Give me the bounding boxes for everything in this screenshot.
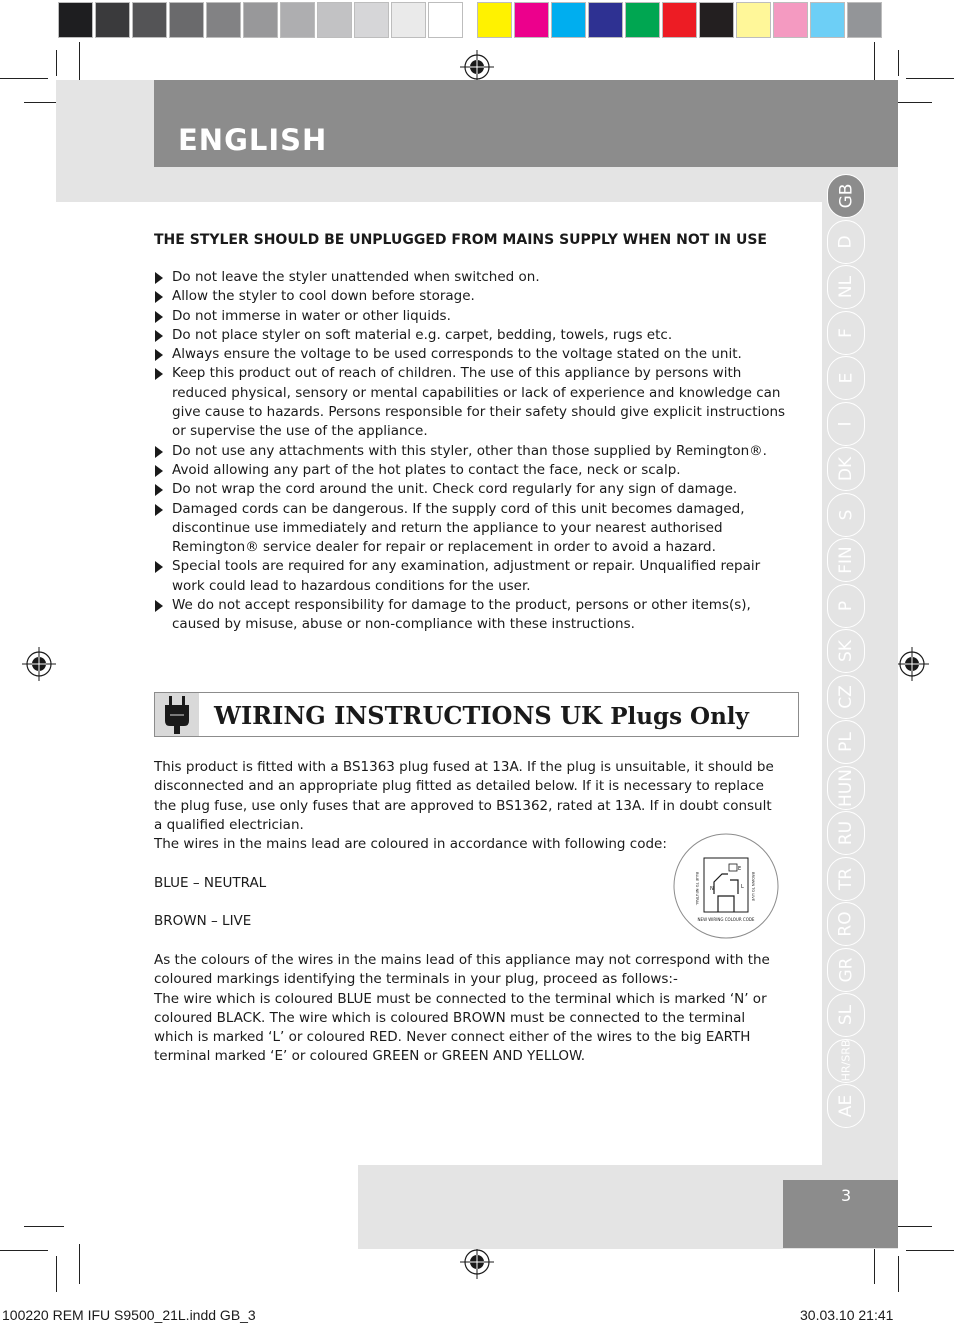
safety-item-text: Always ensure the voltage to be used corresponds to the voltage stated on the unit. xyxy=(172,346,742,363)
grey-swatch xyxy=(354,2,389,38)
language-tab[interactable] xyxy=(827,402,865,446)
wire-code-blue: BLUE – NEUTRAL xyxy=(154,874,267,891)
diagram-label-earth: E xyxy=(738,866,742,872)
crop-mark xyxy=(874,42,875,82)
language-tab[interactable] xyxy=(827,720,865,764)
color-swatch xyxy=(477,2,512,38)
language-tab-label: RU xyxy=(835,820,856,846)
registration-mark-icon xyxy=(460,50,494,84)
safety-item xyxy=(154,287,790,306)
wiring-heading-box xyxy=(154,692,799,737)
safety-item xyxy=(154,596,790,635)
crop-mark xyxy=(874,1244,875,1284)
crop-mark xyxy=(906,1250,954,1251)
wiring-title-main: WIRING INSTRUCTIONS UK xyxy=(214,701,602,730)
language-tab-label: P xyxy=(835,600,856,611)
language-tab[interactable] xyxy=(827,538,865,582)
color-swatch xyxy=(625,2,660,38)
language-tab[interactable] xyxy=(827,902,865,946)
crop-mark xyxy=(0,78,48,79)
wiring-title-sub: Plugs Only xyxy=(610,703,749,730)
language-tab[interactable] xyxy=(827,584,865,628)
language-tab-label: RO xyxy=(835,911,856,937)
safety-item-text: Do not wrap the cord around the unit. Check cord regularly for any sign of damage. xyxy=(172,481,738,498)
language-tab-label: F xyxy=(836,327,856,338)
wiring-paragraph: This product is fitted with a BS1363 plug fused at 13A. If the plug is unsuitable, it should be disconnected and an appropriate plug fitted as detailed below. If it is necessary to replace the plug fuse, use only fuses that are approved to BS1362, rated at 13A. If in doubt consult a qualified electrician. xyxy=(154,759,774,833)
language-tab-label: SL xyxy=(835,1004,856,1026)
bullet-triangle-icon xyxy=(155,465,163,477)
safety-item xyxy=(154,326,790,345)
color-swatch xyxy=(551,2,586,38)
grey-swatch xyxy=(317,2,352,38)
diagram-label-blue: BLUE TO NEUTRAL xyxy=(695,872,699,906)
diagram-caption: NEW WIRING COLOUR CODE xyxy=(697,917,755,922)
language-tab-label: I xyxy=(835,420,856,427)
language-tab-label: S xyxy=(835,509,856,520)
language-tab[interactable] xyxy=(827,993,865,1037)
language-tab[interactable] xyxy=(827,811,865,855)
wiring-paragraph: The wires in the mains lead are coloured in accordance with following code: xyxy=(154,836,667,853)
grey-swatch xyxy=(132,2,167,38)
language-tab-label: TR xyxy=(835,867,856,890)
safety-item xyxy=(154,268,790,287)
safety-item-text: Do not immerse in water or other liquids. xyxy=(172,307,451,324)
registration-mark-icon xyxy=(460,1245,494,1279)
language-tab[interactable] xyxy=(827,675,865,719)
safety-item-text: Allow the styler to cool down before storage. xyxy=(172,288,475,305)
wire-code-brown: BROWN – LIVE xyxy=(154,913,252,930)
crop-mark xyxy=(898,50,899,76)
safety-item xyxy=(154,557,790,596)
crop-mark xyxy=(24,1226,64,1227)
language-tab-label: AE xyxy=(836,1094,856,1118)
color-swatch xyxy=(810,2,845,38)
grey-swatch xyxy=(206,2,241,38)
print-color-bar xyxy=(58,2,884,38)
language-tab-label: SK xyxy=(835,640,856,662)
bullet-triangle-icon xyxy=(155,484,163,496)
safety-item-text: Do not place styler on soft material e.g. carpet, bedding, towels, rugs etc. xyxy=(172,326,673,343)
color-swatch xyxy=(588,2,623,38)
safety-item xyxy=(154,461,790,480)
language-tab[interactable] xyxy=(827,948,865,992)
language-tab[interactable] xyxy=(827,356,865,400)
language-tab-label: FIN xyxy=(835,546,856,574)
crop-mark xyxy=(892,102,932,103)
diagram-label-live: L xyxy=(741,884,744,890)
grey-swatch xyxy=(169,2,204,38)
language-tab[interactable] xyxy=(827,174,865,218)
page-number-box xyxy=(783,1180,898,1248)
language-tab-label: GR xyxy=(836,957,856,982)
safety-item xyxy=(154,364,790,441)
language-tab[interactable] xyxy=(827,220,865,264)
language-tab[interactable] xyxy=(827,447,865,491)
color-swatch xyxy=(662,2,697,38)
crop-mark xyxy=(0,1250,48,1251)
color-swatch xyxy=(736,2,771,38)
diagram-label-neutral: N xyxy=(710,886,714,892)
grey-swatch xyxy=(428,2,463,38)
bullet-triangle-icon xyxy=(155,349,163,361)
crop-mark xyxy=(892,1226,932,1227)
wiring-paragraph: The wire which is coloured BLUE must be connected to the terminal which is marked ‘N’ or coloured BLACK. The wire which is coloured BROWN must be connected to the terminal which is marked ‘L’ or coloured RED. Never connect either of the wires to the big EARTH terminal marked ‘E’ or coloured GREEN or GREEN AND YELLOW. xyxy=(154,990,767,1065)
language-tab[interactable] xyxy=(827,265,865,309)
wiring-paragraph: As the colours of the wires in the mains lead of this appliance may not correspond with the coloured markings identifying the terminals in your plug, proceed as follows:- xyxy=(154,951,770,988)
grey-swatch xyxy=(391,2,426,38)
safety-list xyxy=(154,268,790,635)
safety-item-text: Damaged cords can be dangerous. If the supply cord of this unit becomes damaged, discontinue use immediately and return the appliance to your nearest authorised Remington® service dealer for repair or replacement in order to avoid a hazard. xyxy=(172,500,745,556)
print-timestamp: 30.03.10 21:41 xyxy=(800,1307,894,1323)
language-tab[interactable] xyxy=(827,629,865,673)
bullet-triangle-icon xyxy=(155,311,163,323)
language-tab-label: NL xyxy=(835,275,856,299)
crop-mark xyxy=(79,1244,80,1284)
file-slug: 100220 REM IFU S9500_21L.indd GB_3 xyxy=(2,1307,256,1323)
color-swatch xyxy=(847,2,882,38)
registration-mark-icon xyxy=(895,647,929,681)
safety-item-text: Do not use any attachments with this styler, other than those supplied by Remington®. xyxy=(172,442,767,459)
language-tab-label: DK xyxy=(836,456,856,482)
language-tabs xyxy=(827,174,867,1134)
language-tab[interactable] xyxy=(827,857,865,901)
language-tab-label: HUN xyxy=(836,768,857,807)
language-tab[interactable] xyxy=(827,1084,865,1128)
bullet-triangle-icon xyxy=(155,272,163,284)
safety-item-text: Do not leave the styler unattended when switched on. xyxy=(172,269,540,285)
crop-mark xyxy=(898,1256,899,1292)
safety-item xyxy=(154,500,790,558)
bullet-triangle-icon xyxy=(155,291,163,303)
bullet-triangle-icon xyxy=(155,330,163,342)
bullet-triangle-icon xyxy=(155,368,163,380)
bullet-triangle-icon xyxy=(155,561,163,573)
language-tab[interactable] xyxy=(827,766,865,810)
safety-section xyxy=(154,230,790,635)
grey-swatch xyxy=(243,2,278,38)
section-header xyxy=(154,80,898,167)
color-swatch xyxy=(514,2,549,38)
bullet-triangle-icon xyxy=(155,504,163,516)
color-swatch xyxy=(773,2,808,38)
page-number: 3 xyxy=(841,1186,852,1205)
language-tab[interactable] xyxy=(827,1039,865,1083)
color-swatch xyxy=(699,2,734,38)
language-tab[interactable] xyxy=(827,311,865,355)
safety-item-text: We do not accept responsibility for damage to the product, persons or other items(s), caused by misuse, abuse or non-compliance with these instructions. xyxy=(172,597,751,633)
grey-swatch xyxy=(95,2,130,38)
language-tab-label: PL xyxy=(835,732,856,752)
safety-item-text: Keep this product out of reach of children. The use of this appliance by persons with reduced physical, sensory or mental capabilities or lack of experience and knowledge can give cause to hazards. Persons responsible for their safety should give explicit instructions or supervise the use of the appliance. xyxy=(172,365,786,440)
crop-mark xyxy=(56,50,57,76)
safety-item-text: Special tools are required for any examination, adjustment or repair. Unqualified repair work could lead to hazardous conditions for the user. xyxy=(172,558,761,594)
plug-tile xyxy=(155,693,199,736)
wiring-title xyxy=(214,701,749,730)
crop-mark xyxy=(79,42,80,82)
safety-item xyxy=(154,307,790,326)
plug-wiring-diagram xyxy=(672,832,780,940)
bullet-triangle-icon xyxy=(155,600,163,612)
language-tab-label: E xyxy=(836,372,856,384)
language-tab-label: GB xyxy=(836,183,856,209)
plug-icon xyxy=(155,693,199,736)
page-title: ENGLISH xyxy=(178,123,328,157)
safety-heading: THE STYLER SHOULD BE UNPLUGGED FROM MAINS SUPPLY WHEN NOT IN USE xyxy=(154,232,767,248)
language-tab-label: CZ xyxy=(836,684,856,709)
safety-item xyxy=(154,345,790,364)
safety-item xyxy=(154,442,790,461)
grey-swatch xyxy=(280,2,315,38)
registration-mark-icon xyxy=(22,647,56,681)
safety-item xyxy=(154,480,790,499)
language-tab[interactable] xyxy=(827,493,865,537)
language-tab-label: HR/SRB xyxy=(839,1039,853,1082)
grey-swatch xyxy=(58,2,93,38)
diagram-label-brown: BROWN TO LIVE xyxy=(751,872,755,902)
crop-mark xyxy=(906,78,954,79)
crop-mark xyxy=(56,1256,57,1292)
language-tab-label: D xyxy=(836,234,856,249)
bullet-triangle-icon xyxy=(155,446,163,458)
safety-item-text: Avoid allowing any part of the hot plates to contact the face, neck or scalp. xyxy=(172,461,681,478)
